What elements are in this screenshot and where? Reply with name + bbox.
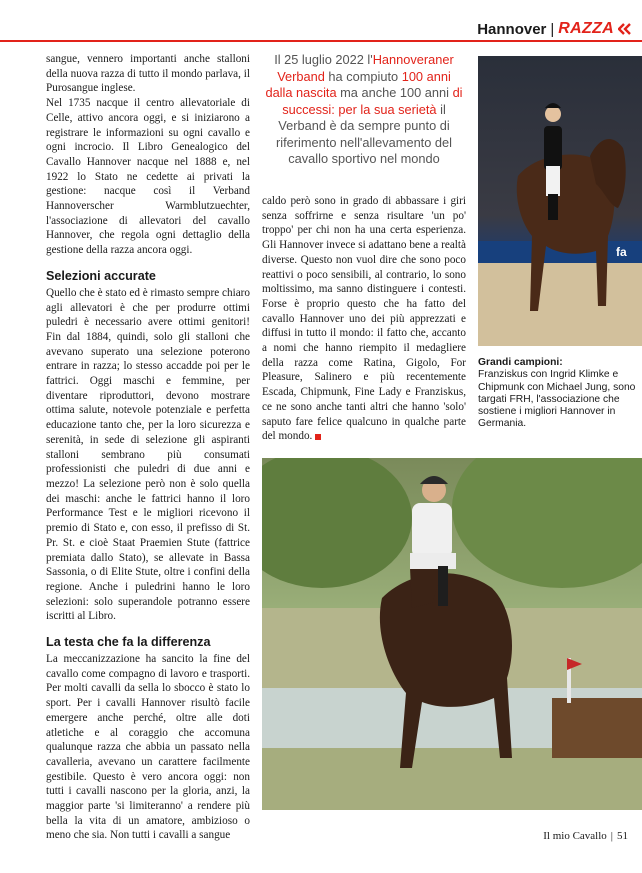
section-heading-selezioni: Selezioni accurate: [46, 268, 156, 283]
intro-paragraph-1: sangue, vennero importanti anche stalloni della nuova razza di tutto il mondo parlava, il Purosangue inglese.: [46, 53, 250, 95]
header-section: Hannover: [477, 20, 547, 38]
middle-column-text: caldo però sono in grado di abbassare i giri senza soffrirne e senza risultare 'un po' troppo' per chi non ha una certa esperienza. Gli Hannover invece si adattano bene a realtà diverse. Questo non vuol dire che sono poco reattivi o poco sensibili, al contrario, lo sono moltissimo, ma sanno distinguere i contesti. Forse è proprio questo che ha fatto del cavallo Hannover uno dei più apprezzati e diffusi in tutto il mondo: il fatto che, accanto a nomi che hanno riempito il medagliere della razza come Ratina, Gigolo, For Pleasure, Salinero e più recentemente Escada, Chipmunk, Fine Lady e Franziskus, ce ne sono anche tanti altri che hanno 'solo' saputo fare felice qualcuno in qualche parte del mondo.: [262, 195, 466, 443]
left-column: [46, 52, 250, 843]
section-text-testa: La meccanizzazione ha sancito la fine del cavallo come compagno di lavoro e trasporti. Per molti cavalli da sella lo sbocco è stato lo sport. Per i cavalli Hannover risultò facile emergere anche perché, oltre alle doti atletiche e al coraggio che accomuna qualunque razza che abbia un passato nella cavalleria, avevano un carattere facilmente gestibile. Questo è vero ancora oggi: non tutti i cavalli nascono per la gloria, anzi, la maggior parte 'si limiteranno' a rendere più bella la vita di un amatore, ambizioso o meno che sia. Non tutti i cavalli a sangue: [46, 653, 250, 842]
dressage-rider-photo: [478, 56, 642, 346]
pull-quote-highlight: 100 anni dalla nascita: [265, 68, 451, 100]
header-separator: |: [550, 20, 555, 38]
pull-quote-text: il Verband è da sempre punto di riferimento nell'allevamento del cavallo sportivo nel mondo: [275, 101, 452, 166]
pull-quote-highlight: Hannoveraner Verband: [277, 52, 454, 84]
photo-caption: [478, 357, 638, 431]
double-chevron-left-icon: [618, 22, 632, 36]
header-category: RAZZA: [558, 20, 614, 37]
middle-column: [262, 194, 466, 444]
footer-separator: |: [610, 830, 613, 842]
pull-quote-text: ma anche 100 anni: [336, 85, 453, 100]
footer-page-number: 51: [617, 830, 628, 842]
footer-magazine: Il mio Cavallo: [543, 830, 607, 842]
pull-quote-text: ha compiuto: [324, 68, 402, 84]
pull-quote-highlight: di successi: per la sua serietà: [282, 85, 463, 117]
page-footer: [543, 830, 628, 842]
section-heading-testa: La testa che fa la differenza: [46, 635, 211, 650]
pull-quote: [262, 52, 466, 168]
svg-text:fa: fa: [616, 245, 627, 259]
section-text-selezioni: Quello che è stato ed è rimasto sempre chiaro agli allevatori è che per produrre ottimi puledri è necessario avere ottimi genitori! Fin dal 1884, quindi, solo gli stalloni che avevano superato una selezione poterono entrare in razza; lo stesso accadde poi per le fattrici. Oggi maschi e femmine, per diventare riproduttori, devono mostrare ottima salute, notevole potenziale e perfetta educazione tanto che, per la loro sicurezza e serenità, in sede di selezione gli aspiranti stalloni sembrano più consumati professionisti che puledri di due anni e mezzo! La selezione però non è solo quella dei maschi: anche le fattrici hanno il loro Performance Test e le migliori ricevono il premio di Stato e, con esso, il prefisso di St. Pr. St. e cioè Staat Praemien Stute (fattrice premiata dallo Stato), se allevate in Bassa Sassonia, o di Elite Stute, oltre i confini della regione. Anche i puledrini hanno le loro selezioni: solo superandole potranno essere iscritti al Libro.: [46, 286, 250, 623]
eventing-rider-photo: [262, 458, 642, 810]
caption-title: Grandi campioni:: [478, 357, 563, 368]
article-end-mark: [315, 434, 321, 440]
caption-text: Franziskus con Ingrid Klimke e Chipmunk con Michael Jung, sono targati FRH, l'associazione che sostiene i migliori Hannover in Germania.: [478, 369, 636, 430]
intro-paragraph-2: Nel 1735 nacque il centro allevatoriale di Celle, attivo ancora oggi, e si iniziarono a registrare le informazioni su ogni cavallo e ogni incrocio. Il Libro Genealogico del Cavallo Hannover nacque nel 1888 e, nel 1922 lo Stato ne cedette ai privati la gestione: nacque così il Verband Hannoverscher Warmblutzuechter, l'associazione di allevatori del cavallo Hannover, che regola ogni dettaglio della gestione della razza ancora oggi.: [46, 97, 250, 257]
page-header: [477, 16, 632, 42]
header-rule: [0, 40, 642, 42]
pull-quote-text: Il 25 luglio 2022 l': [274, 52, 373, 67]
